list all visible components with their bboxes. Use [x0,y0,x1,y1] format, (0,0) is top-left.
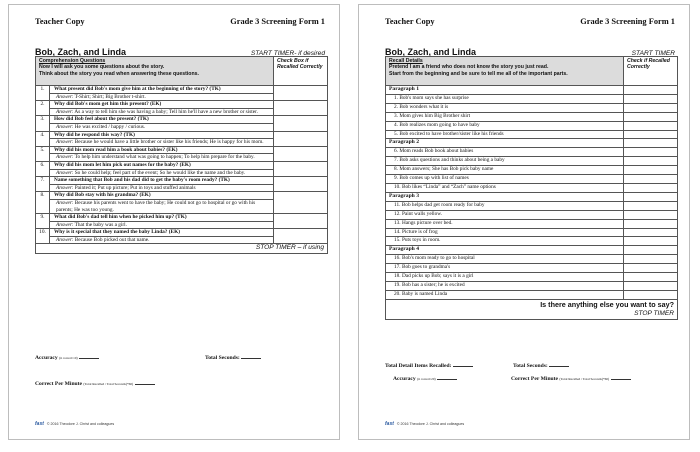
fast-logo: fast [35,421,44,427]
question-row [36,192,328,200]
recall-check-cell[interactable] [624,148,678,157]
recall-item-number: 10. [394,183,401,190]
recall-item-row [386,112,678,121]
question-number: 6. [36,161,50,176]
recall-check-cell[interactable] [274,131,328,146]
paragraph-row [386,86,678,95]
paragraph-row [386,139,678,148]
recall-check-cell[interactable] [624,281,678,290]
recall-item-number: 8. [394,166,398,173]
header-right: Grade 3 Screening Form 1 [580,17,675,26]
recall-check-cell[interactable] [624,201,678,210]
recall-item-text: Bob excited to have brother/sister like his friends [399,130,504,137]
recall-check-cell[interactable] [624,264,678,273]
paragraph-label: Paragraph 2 [386,139,624,148]
answer-text [50,154,274,162]
paragraph-check-cell [624,139,678,148]
recall-item-number: 6. [394,148,398,155]
stop-timer-note: STOP TIMER [386,310,678,319]
questions-body [36,86,328,244]
start-timer-note: START TIMER- if desired [250,50,325,57]
paragraph-label: Paragraph 3 [386,192,624,201]
recall-check-cell[interactable] [624,255,678,264]
recall-item-row [386,281,678,290]
recall-item [386,103,624,112]
recall-check-cell[interactable] [274,101,328,116]
recall-check-cell[interactable] [624,210,678,219]
answer-label: Answer [56,169,72,176]
total-seconds-blank[interactable] [241,354,261,359]
total-seconds-blank[interactable] [549,362,569,367]
paragraph-check-cell [624,86,678,95]
total-detail-blank[interactable] [453,362,473,367]
recall-item [386,112,624,121]
answer-text [50,236,274,244]
question-text: What present did Bob's mom give him at the beginning of the story? (TK) [50,86,274,94]
cpm-note: (Total Recalled / Total Seconds)*60) [83,382,134,386]
page-header [385,17,675,26]
recall-item-row [386,210,678,219]
stop-timer-note: STOP TIMER – if using [36,244,328,254]
question-number: 7. [36,177,50,192]
total-seconds-label: Total Seconds: [205,355,240,361]
recall-item-number: 1. [394,94,398,101]
recall-check-cell[interactable] [624,228,678,237]
answer-label: Answer [56,236,72,243]
comprehension-table [35,56,325,254]
answer-value: : Because his parents went to have the baby; He could not go to hospital or go with his parents; He was too young. [56,199,256,213]
recall-item [386,94,624,103]
recall-item-row [386,130,678,139]
recall-item-number: 3. [394,112,398,119]
question-number: 1. [36,86,50,101]
answer-text [50,139,274,147]
accuracy-blank[interactable] [437,375,457,380]
accuracy-note: (# correct/20) [417,377,436,381]
answer-text [50,108,274,116]
recall-item [386,121,624,130]
question-number: 10. [36,229,50,244]
answer-value: : Because Bob picked out that name. [71,236,150,243]
recall-item-text: Bob wonders what it is [399,103,449,110]
story-title: Bob, Zach, and Linda [35,47,127,57]
recall-item [386,157,624,166]
recall-item-number: 4. [394,121,398,128]
recall-item-number: 13. [394,219,401,226]
scoring-section [35,354,325,394]
answer-value: : Because he would have a little brother or sister like his friends; He is happy for his mom. [71,139,264,146]
check-column-head: Check Box if Recalled Correctly [274,57,328,86]
copyright-text: © 2016 Theodore J. Christ and colleagues [396,422,465,426]
answer-label: Answer [56,184,72,191]
recall-item-number: 7. [394,157,398,164]
cpm-note: (Total Recalled / Total Seconds)*60) [559,377,610,381]
recall-item [386,183,624,192]
answer-label: Answer [56,108,72,115]
recall-item-row [386,175,678,184]
closing-question: Is there anything else you want to say? [386,299,678,310]
recall-item-number: 15. [394,237,401,244]
fast-logo: fast [385,421,394,427]
answer-label: Answer [56,221,72,228]
question-row [36,131,328,139]
paragraph-row [386,192,678,201]
table-head-title: Comprehension Questions [39,58,106,64]
answer-value: : So he could help; feel part of the event; So he would like the name and the baby. [71,169,246,176]
recall-item-text: Bob's mom ready to go to hospital [401,255,475,262]
recall-item-number: 18. [394,273,401,280]
recall-item-row [386,157,678,166]
table-head-line: Think about the story you read when answering these questions. [39,70,199,77]
recall-item-text: Mom answers; She has Bob pick baby name [399,166,494,173]
recall-item-row [386,228,678,237]
recall-item-text: Bob asks questions and thinks about being a baby [399,157,505,164]
recall-item [386,264,624,273]
recall-item-text: Mom gives him Big Brother shirt [399,112,471,119]
recall-check-cell[interactable] [624,290,678,299]
recall-item-text: Bob has a sister; he is excited [401,281,465,288]
answer-value: : T-Shirt; Shirt; Big Brother t-shirt. [71,93,146,100]
recall-check-cell[interactable] [624,130,678,139]
recall-check-cell[interactable] [274,146,328,161]
footer [385,421,464,427]
recall-item-text: Paint walls yellow. [401,210,443,217]
question-number: 2. [36,101,50,116]
paragraph-label: Paragraph 4 [386,246,624,255]
scoring-section [385,362,675,392]
check-column-head: Check if Recalled Correctly [624,57,678,86]
answer-text [50,199,274,213]
question-text: Why is it special that they named the baby Linda? (EK) [50,229,274,237]
left-page [8,4,340,440]
answer-value: : To help him understand what was going to happen; To help him prepare for the baby. [71,154,255,161]
answer-text [50,169,274,177]
accuracy-note: (# correct/10) [59,356,78,360]
question-row [36,214,328,222]
recall-check-cell[interactable] [624,94,678,103]
recall-check-cell[interactable] [624,183,678,192]
recall-item [386,148,624,157]
question-row [36,146,328,154]
recall-item-row [386,183,678,192]
question-row [36,116,328,124]
recall-item-row [386,264,678,273]
recall-item [386,219,624,228]
question-text: Why did Bob's mom get him this present? (EK) [50,101,274,109]
cpm-blank[interactable] [135,380,155,385]
question-text: Why did his mom read him a book about babies? (EK) [50,146,274,154]
paragraph-check-cell [624,192,678,201]
recall-item-row [386,255,678,264]
paragraph-check-cell [624,246,678,255]
recall-item-text: Bob likes “Linda” and “Zach” name options [401,183,496,190]
question-number: 9. [36,214,50,229]
recall-item-row [386,201,678,210]
recall-item [386,237,624,246]
question-number: 8. [36,192,50,214]
recall-item-number: 16. [394,255,401,262]
answer-label: Answer [56,154,72,161]
question-row [36,229,328,237]
recall-item-text: Bob realizes mom going to have baby [399,121,480,128]
recall-item-row [386,290,678,299]
recall-item-row [386,121,678,130]
recall-item-row [386,237,678,246]
recall-table [385,56,675,320]
answer-value: : That the baby was a girl. [71,221,127,228]
question-row [36,177,328,185]
recall-item-number: 20. [394,290,401,297]
answer-value: : Painted it; Put up picture; Put in toys and stuffed animals [71,184,196,191]
question-row [36,161,328,169]
question-text: How did Bob feel about the present? (TK) [50,116,274,124]
recall-item-number: 2. [394,103,398,110]
recall-check-cell[interactable] [624,273,678,282]
recall-item [386,130,624,139]
recall-item-row [386,166,678,175]
recall-item-text: Bob goes to grandma's [401,264,451,271]
recall-check-cell[interactable] [624,219,678,228]
recall-item-text: Dad picks up Bob; says it is a girl [401,273,474,280]
right-page [358,4,690,440]
answer-label: Answer [56,93,72,100]
answer-text [50,184,274,192]
recall-check-cell[interactable] [624,157,678,166]
answer-label: Answer [56,139,72,146]
recall-item-number: 14. [394,228,401,235]
recall-item [386,281,624,290]
recall-item [386,228,624,237]
total-detail-label: Total Detail Items Recalled: [385,363,452,369]
recall-item [386,255,624,264]
recall-check-cell[interactable] [624,112,678,121]
recall-item [386,273,624,282]
table-head-line: Now I will ask you some questions about the story. [39,64,165,71]
recall-item-row [386,273,678,282]
question-number: 5. [36,146,50,161]
recall-item-text: Puts toys in room. [401,237,441,244]
answer-text [50,93,274,101]
recall-check-cell[interactable] [624,103,678,112]
recall-item [386,210,624,219]
total-seconds-label: Total Seconds: [513,363,548,369]
recall-check-cell[interactable] [624,121,678,130]
question-text: What did Bob's dad tell him when he picked him up? (TK) [50,214,274,222]
recall-item-row [386,103,678,112]
answer-value: : He was excited / happy / curious. [71,123,146,130]
recall-body [386,86,678,300]
recall-check-cell[interactable] [274,229,328,244]
recall-item-row [386,148,678,157]
table-head [36,57,274,86]
copyright-text: © 2016 Theodore J. Christ and colleagues [46,422,115,426]
answer-text [50,123,274,131]
recall-item-text: Bob helps dad get room ready for baby [401,201,485,208]
header-left: Teacher Copy [35,17,85,26]
cpm-label: Correct Per Minute [511,376,559,382]
header-right: Grade 3 Screening Form 1 [230,17,325,26]
recall-item-text: Mom reads Bob book about babies [399,148,474,155]
recall-item-number: 17. [394,264,401,271]
question-number: 3. [36,116,50,131]
question-text: Why did he respond this way? (TK) [50,131,274,139]
recall-check-cell[interactable] [274,161,328,176]
recall-item [386,175,624,184]
accuracy-label: Accuracy [393,376,416,382]
recall-item-text: Hangs picture over bed. [401,219,453,226]
story-title: Bob, Zach, and Linda [385,47,477,57]
recall-check-cell[interactable] [624,175,678,184]
cpm-label: Correct Per Minute [35,381,83,387]
recall-check-cell[interactable] [624,166,678,175]
recall-check-cell[interactable] [274,86,328,101]
table-head-line: Start from the beginning and be sure to tell me all of the important parts. [389,70,568,77]
answer-value: : As a way to tell him she was having a baby; Tell him he'll have a new brother or sister. [71,108,258,115]
question-text: Name something that Bob and his dad did to get the baby's room ready? (TK) [50,177,274,185]
recall-item-number: 9. [394,175,398,182]
table-head [386,57,624,86]
recall-item [386,290,624,299]
recall-item [386,201,624,210]
paragraph-label: Paragraph 1 [386,86,624,95]
start-timer-note: START TIMER [631,50,675,57]
question-row [36,86,328,94]
recall-check-cell[interactable] [274,214,328,229]
accuracy-blank[interactable] [79,354,99,359]
question-text: Why did his mom let him pick out names for the baby? (EK) [50,161,274,169]
accuracy-label: Accuracy [35,355,58,361]
question-text: Why did Bob stay with his grandma? (EK) [50,192,274,200]
recall-item-number: 19. [394,281,401,288]
recall-item-text: Baby is named Linda [401,290,448,297]
answer-label: Answer [56,199,72,206]
header-left: Teacher Copy [385,17,435,26]
recall-item-row [386,219,678,228]
recall-check-cell[interactable] [274,192,328,214]
cpm-blank[interactable] [611,375,631,380]
recall-check-cell[interactable] [274,116,328,131]
question-row [36,101,328,109]
recall-item [386,166,624,175]
answer-label: Answer [56,123,72,130]
recall-item-number: 11. [394,201,401,208]
table-head-line: Pretend I am a friend who does not know the story you just read. [389,64,549,71]
page-header [35,17,325,26]
footer [35,421,114,427]
recall-item-text: Bob's mom says she has surprise [399,94,469,101]
recall-item-text: Bob comes up with list of names [399,175,469,182]
table-head-title: Recall Details [389,58,423,64]
question-number: 4. [36,131,50,146]
recall-check-cell[interactable] [274,177,328,192]
paragraph-row [386,246,678,255]
recall-item-number: 5. [394,130,398,137]
recall-check-cell[interactable] [624,237,678,246]
answer-text [50,221,274,229]
recall-item-row [386,94,678,103]
recall-item-text: Picture is of frog [401,228,438,235]
recall-item-number: 12. [394,210,401,217]
